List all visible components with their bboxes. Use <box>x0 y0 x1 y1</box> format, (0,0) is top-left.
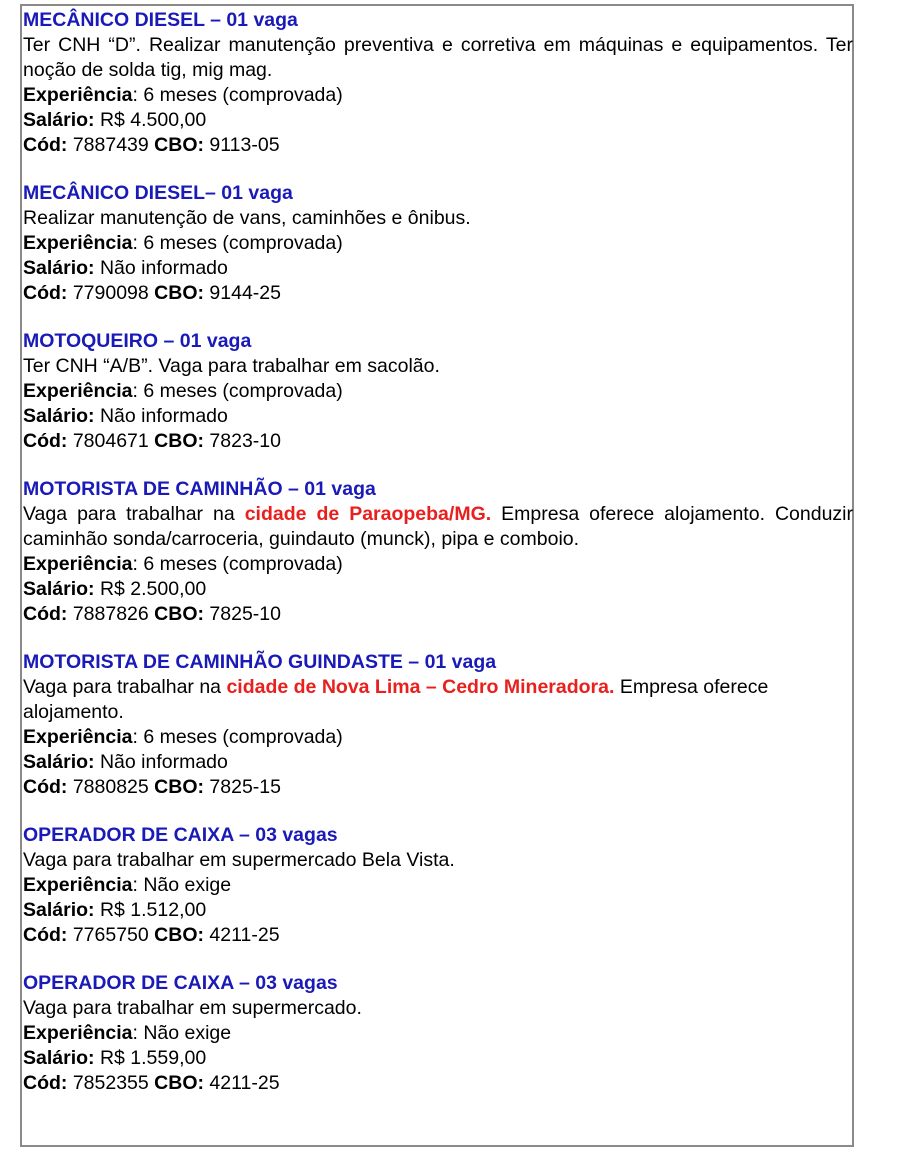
cbo-label: CBO: <box>154 924 204 946</box>
job-listing <box>23 823 853 948</box>
code-label: Cód: <box>23 776 68 798</box>
job-description: Realizar manutenção de vans, caminhões e ônibus. <box>23 207 471 229</box>
code-label: Cód: <box>23 134 68 156</box>
salary-value: R$ 1.512,00 <box>94 899 207 921</box>
description-text: Empresa oferece alojamento. <box>23 676 769 723</box>
salary-value: R$ 1.559,00 <box>94 1047 207 1069</box>
job-listing <box>23 329 853 454</box>
salary-value: R$ 4.500,00 <box>94 109 207 131</box>
job-listing <box>23 8 853 158</box>
code-line <box>23 281 853 306</box>
job-listings <box>23 8 853 1119</box>
cbo-label: CBO: <box>154 282 204 304</box>
job-description: Ter CNH “A/B”. Vaga para trabalhar em sacolão. <box>23 355 440 377</box>
job-description: Ter CNH “D”. Realizar manutenção preventiva e corretiva em máquinas e equipamentos. Ter noção de solda tig, mig mag. <box>23 34 853 81</box>
experience-label: Experiência <box>23 1022 133 1044</box>
cbo-label: CBO: <box>154 776 204 798</box>
job-title: MECÂNICO DIESEL– 01 vaga <box>23 182 293 204</box>
job-title: OPERADOR DE CAIXA – 03 vagas <box>23 972 338 994</box>
salary-value: Não informado <box>94 257 228 279</box>
code-label: Cód: <box>23 924 68 946</box>
salary-line <box>23 404 853 429</box>
salary-label: Salário: <box>23 1047 95 1069</box>
experience-value: : 6 meses (comprovada) <box>132 84 343 106</box>
code-value: 7887826 <box>67 603 155 625</box>
experience-label: Experiência <box>23 874 133 896</box>
cbo-value: 7825-15 <box>204 776 281 798</box>
job-title: OPERADOR DE CAIXA – 03 vagas <box>23 824 338 846</box>
job-listing <box>23 971 853 1096</box>
code-line <box>23 602 853 627</box>
experience-value: : Não exige <box>132 1022 232 1044</box>
code-value: 7887439 <box>67 134 155 156</box>
experience-line <box>23 1021 853 1046</box>
salary-label: Salário: <box>23 257 95 279</box>
salary-label: Salário: <box>23 405 95 427</box>
location-highlight: cidade de Paraopeba/MG. <box>244 503 492 525</box>
salary-label: Salário: <box>23 578 95 600</box>
experience-line <box>23 552 853 577</box>
job-title: MOTOQUEIRO – 01 vaga <box>23 330 252 352</box>
salary-label: Salário: <box>23 109 95 131</box>
code-line <box>23 923 853 948</box>
job-description <box>23 502 853 552</box>
job-title: MOTORISTA DE CAMINHÃO GUINDASTE – 01 vaga <box>23 651 497 673</box>
code-label: Cód: <box>23 430 68 452</box>
code-value: 7804671 <box>67 430 155 452</box>
code-value: 7765750 <box>67 924 155 946</box>
salary-line <box>23 898 853 923</box>
job-title: MOTORISTA DE CAMINHÃO – 01 vaga <box>23 478 376 500</box>
job-title: MECÂNICO DIESEL – 01 vaga <box>23 9 298 31</box>
description-text: Vaga para trabalhar na <box>23 503 245 525</box>
salary-line <box>23 1046 853 1071</box>
salary-line <box>23 108 853 133</box>
code-line <box>23 775 853 800</box>
experience-label: Experiência <box>23 726 133 748</box>
cbo-label: CBO: <box>154 603 204 625</box>
code-value: 7790098 <box>67 282 155 304</box>
experience-line <box>23 379 853 404</box>
cbo-value: 4211-25 <box>204 1072 280 1094</box>
experience-line <box>23 83 853 108</box>
cbo-label: CBO: <box>154 430 204 452</box>
code-label: Cód: <box>23 1072 68 1094</box>
cbo-value: 4211-25 <box>204 924 280 946</box>
salary-line <box>23 577 853 602</box>
job-description <box>23 675 853 725</box>
salary-value: Não informado <box>94 751 228 773</box>
salary-value: Não informado <box>94 405 228 427</box>
cbo-label: CBO: <box>154 134 204 156</box>
experience-value: : 6 meses (comprovada) <box>132 380 343 402</box>
cbo-value: 7823-10 <box>204 430 281 452</box>
cbo-label: CBO: <box>154 1072 204 1094</box>
cbo-value: 7825-10 <box>204 603 281 625</box>
cbo-value: 9113-05 <box>204 134 280 156</box>
code-label: Cód: <box>23 282 68 304</box>
salary-label: Salário: <box>23 751 95 773</box>
code-label: Cód: <box>23 603 68 625</box>
experience-label: Experiência <box>23 380 133 402</box>
experience-value: : 6 meses (comprovada) <box>132 726 343 748</box>
description-text: Empresa oferece alojamento. Conduzir caminhão sonda/carroceria, guindauto (munck), pipa e comboio. <box>23 503 853 550</box>
experience-value: : 6 meses (comprovada) <box>132 232 343 254</box>
cbo-value: 9144-25 <box>204 282 281 304</box>
description-text: Vaga para trabalhar na <box>23 676 227 698</box>
code-value: 7852355 <box>67 1072 155 1094</box>
experience-value: : Não exige <box>132 874 232 896</box>
salary-value: R$ 2.500,00 <box>94 578 207 600</box>
code-value: 7880825 <box>67 776 155 798</box>
experience-label: Experiência <box>23 84 133 106</box>
experience-line <box>23 873 853 898</box>
experience-label: Experiência <box>23 553 133 575</box>
job-listing <box>23 477 853 627</box>
salary-line <box>23 750 853 775</box>
experience-line <box>23 725 853 750</box>
experience-value: : 6 meses (comprovada) <box>132 553 343 575</box>
code-line <box>23 1071 853 1096</box>
job-listing <box>23 181 853 306</box>
experience-label: Experiência <box>23 232 133 254</box>
location-highlight: cidade de Nova Lima – Cedro Mineradora. <box>226 676 615 698</box>
job-description: Vaga para trabalhar em supermercado Bela Vista. <box>23 849 455 871</box>
salary-line <box>23 256 853 281</box>
experience-line <box>23 231 853 256</box>
job-listing <box>23 650 853 800</box>
salary-label: Salário: <box>23 899 95 921</box>
code-line <box>23 133 853 158</box>
job-description: Vaga para trabalhar em supermercado. <box>23 997 362 1019</box>
code-line <box>23 429 853 454</box>
